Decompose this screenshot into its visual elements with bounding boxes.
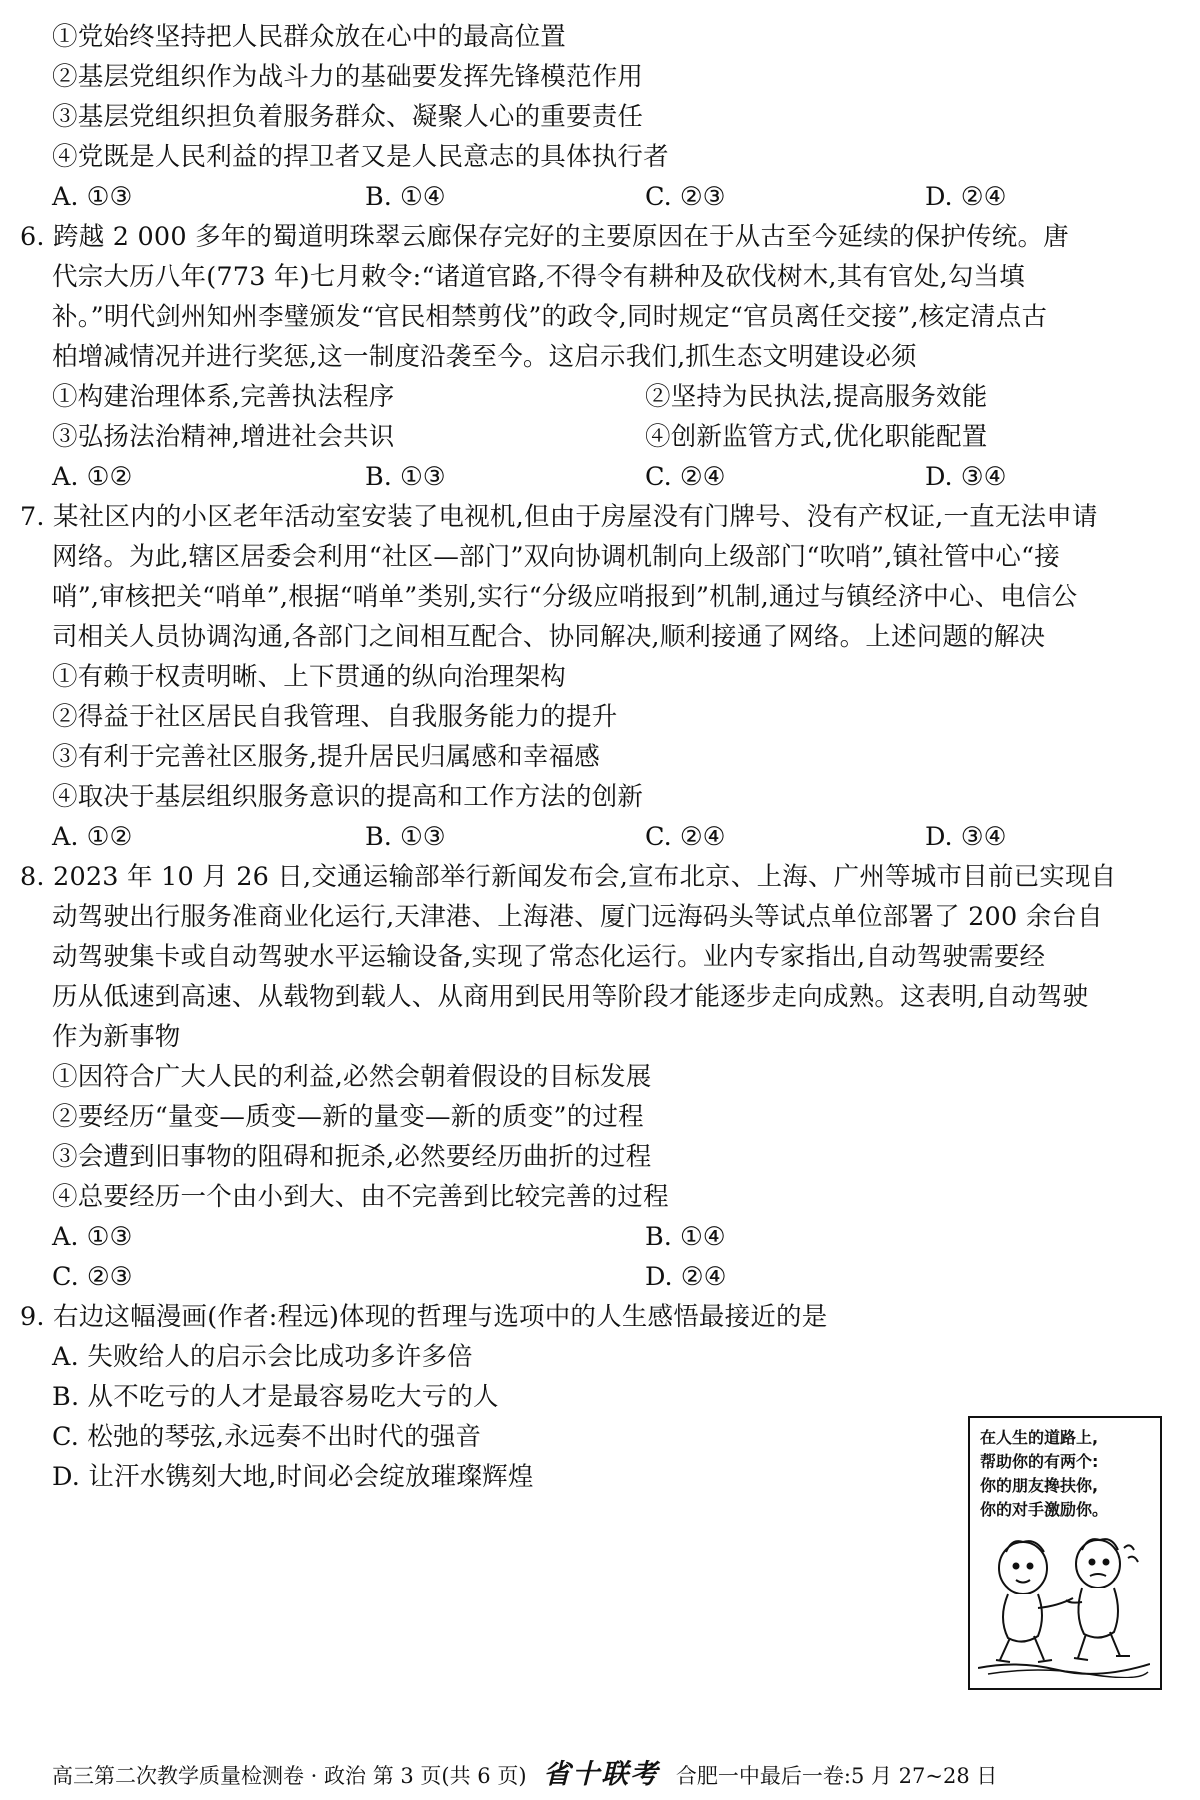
q6-item-3: ③弘扬法治精神,增进社会共识	[52, 422, 395, 452]
q6-stem-line-2: 代宗大历八年(773 年)七月敕令:“诸道官路,不得令有耕种及砍伐树木,其有官处,勾当填	[52, 262, 1025, 292]
q7-option-c: C. ②④	[645, 822, 726, 852]
q5-item-1: ①党始终坚持把人民群众放在心中的最高位置	[52, 22, 567, 52]
q9-option-b: B. 从不吃亏的人才是最容易吃大亏的人	[52, 1382, 499, 1412]
q5-item-4: ④党既是人民利益的捍卫者又是人民意志的具体执行者	[52, 142, 669, 172]
q7-item-2: ②得益于社区居民自我管理、自我服务能力的提升	[52, 702, 618, 732]
q6-stem-line-3: 补。”明代剑州知州李璧颁发“官民相禁剪伐”的政令,同时规定“官员离任交接”,核定清点古	[52, 302, 1048, 332]
q7-item-3: ③有利于完善社区服务,提升居民归属感和幸福感	[52, 742, 601, 772]
comic-panel	[968, 1416, 1162, 1690]
q8-stem-line-2: 动驾驶出行服务准商业化运行,天津港、上海港、厦门远海码头等试点单位部署了 200 余台自	[52, 902, 1103, 932]
q6-stem-line-4: 柏增减情况并进行奖惩,这一制度沿袭至今。这启示我们,抓生态文明建设必须	[52, 342, 917, 372]
q8-stem-line-3: 动驾驶集卡或自动驾驶水平运输设备,实现了常态化运行。业内专家指出,自动驾驶需要经	[52, 942, 1046, 972]
q8-item-3: ③会遭到旧事物的阻碍和扼杀,必然要经历曲折的过程	[52, 1142, 652, 1172]
q5-option-a: A. ①③	[52, 182, 133, 212]
comic-illustration	[978, 1528, 1150, 1678]
q7-item-1: ①有赖于权责明晰、上下贯通的纵向治理架构	[52, 662, 567, 692]
comic-caption-line-3: 你的朋友搀扶你,	[980, 1476, 1099, 1495]
q7-item-4: ④取决于基层组织服务意识的提高和工作方法的创新	[52, 782, 644, 812]
q8-item-2: ②要经历“量变—质变—新的量变—新的质变”的过程	[52, 1102, 644, 1132]
q6-item-2: ②坚持为民执法,提高服务效能	[645, 382, 988, 412]
q7-option-d: D. ③④	[925, 822, 1007, 852]
q6-item-4: ④创新监管方式,优化职能配置	[645, 422, 988, 452]
footer-right: 合肥一中最后一卷:5 月 27~28 日	[675, 1764, 998, 1788]
q6-option-c: C. ②④	[645, 462, 726, 492]
q7-stem-line-2: 网络。为此,辖区居委会利用“社区—部门”双向协调机制向上级部门“吹哨”,镇社管中心“接	[52, 542, 1060, 572]
q8-item-1: ①因符合广大人民的利益,必然会朝着假设的目标发展	[52, 1062, 652, 1092]
q9-option-c: C. 松弛的琴弦,永远奏不出时代的强音	[52, 1422, 482, 1452]
q6-stem-line-1: 6. 跨越 2 000 多年的蜀道明珠翠云廊保存完好的主要原因在于从古至今延续的保护传统。唐	[20, 222, 1069, 252]
q5-item-2: ②基层党组织作为战斗力的基础要发挥先锋模范作用	[52, 62, 644, 92]
q8-option-d: D. ②④	[645, 1262, 727, 1292]
q6-option-a: A. ①②	[52, 462, 133, 492]
q9-option-a: A. 失败给人的启示会比成功多许多倍	[52, 1342, 473, 1372]
q7-option-a: A. ①②	[52, 822, 133, 852]
footer-left: 高三第二次教学质量检测卷 · 政治 第 3 页(共 6 页)	[52, 1764, 527, 1788]
q7-option-b: B. ①③	[365, 822, 446, 852]
comic-caption	[980, 1426, 1152, 1522]
page-footer	[52, 1752, 997, 1791]
q7-stem-line-3: 哨”,审核把关“哨单”,根据“哨单”类别,实行“分级应哨报到”机制,通过与镇经济中心、电信公	[52, 582, 1078, 612]
q6-item-1: ①构建治理体系,完善执法程序	[52, 382, 395, 412]
q7-stem-line-4: 司相关人员协调沟通,各部门之间相互配合、协同解决,顺利接通了网络。上述问题的解决	[52, 622, 1046, 652]
q8-option-b: B. ①④	[645, 1222, 726, 1252]
q9-option-d: D. 让汗水镌刻大地,时间必会绽放璀璨辉煌	[52, 1462, 534, 1492]
q5-option-c: C. ②③	[645, 182, 726, 212]
q8-stem-line-4: 历从低速到高速、从载物到载人、从商用到民用等阶段才能逐步走向成熟。这表明,自动驾驶	[52, 982, 1089, 1012]
q5-option-d: D. ②④	[925, 182, 1007, 212]
footer-brand: 省十联考	[543, 1759, 660, 1790]
comic-caption-line-1: 在人生的道路上,	[980, 1428, 1099, 1447]
q7-stem-line-1: 7. 某社区内的小区老年活动室安装了电视机,但由于房屋没有门牌号、没有产权证,一直无法申请	[20, 502, 1098, 532]
comic-caption-line-4: 你的对手激励你。	[980, 1500, 1109, 1519]
q5-item-3: ③基层党组织担负着服务群众、凝聚人心的重要责任	[52, 102, 644, 132]
q8-option-a: A. ①③	[52, 1222, 133, 1252]
q8-option-c: C. ②③	[52, 1262, 133, 1292]
opponent-figure	[1066, 1539, 1138, 1660]
q8-stem-line-5: 作为新事物	[52, 1022, 181, 1052]
q9-stem: 9. 右边这幅漫画(作者:程远)体现的哲理与选项中的人生感悟最接近的是	[20, 1302, 828, 1332]
q6-option-b: B. ①③	[365, 462, 446, 492]
comic-caption-line-2: 帮助你的有两个:	[980, 1452, 1099, 1471]
q8-stem-line-1: 8. 2023 年 10 月 26 日,交通运输部举行新闻发布会,宣布北京、上海、广州等城市目前已实现自	[20, 862, 1117, 892]
q8-item-4: ④总要经历一个由小到大、由不完善到比较完善的过程	[52, 1182, 669, 1212]
q5-option-b: B. ①④	[365, 182, 446, 212]
q6-option-d: D. ③④	[925, 462, 1007, 492]
friend-figure	[996, 1541, 1073, 1662]
